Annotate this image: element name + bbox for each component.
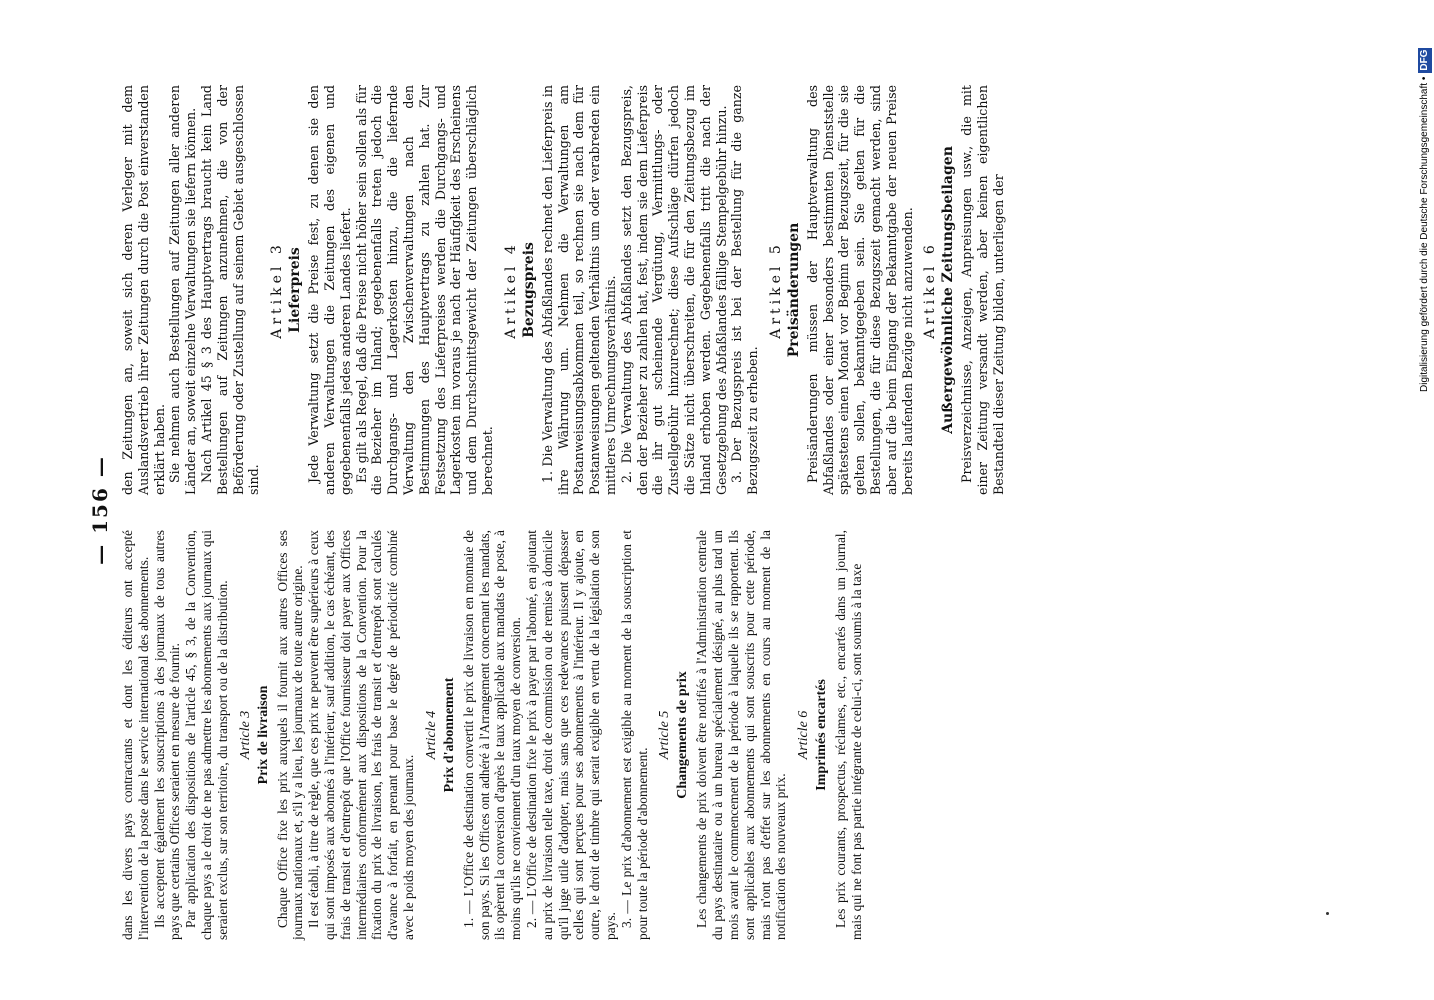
de-intro-para-2: Sie nehmen auch Bestellungen auf Zeitungen aller anderen Länder an, soweit einzelne Verwaltungen sie liefern können. xyxy=(167,85,199,495)
de-article-3-heading: Artikel 3 xyxy=(269,241,286,339)
fr-art6-para-1: Les prix courants, prospectus, réclames, etc., encartés dans un journal, mais qui ne font pas partie intégrante de celui-ci, sont soumis à la taxe xyxy=(833,530,864,940)
digitization-credit xyxy=(1418,0,1432,392)
fr-intro-para-3: Par application des dispositions de l'article 45, § 3, de la Convention, chaque pays a le droit de ne pas admettre les abonnements aux journaux qui seraient exclus, sur son territoire, du transport ou de la distribution. xyxy=(183,530,230,940)
fr-article-3-heading: Article 3 xyxy=(237,710,253,760)
de-article-3-title: Lieferpreis xyxy=(287,247,304,333)
digitization-credit-text: Digitalisierung gefördert durch die Deutsche Forschungsgemeinschaft • xyxy=(1419,76,1430,392)
fr-intro-para-2: Ils acceptent également les souscriptions à des journaux de tous autres pays que certains Offices seraient en mesure de fournir. xyxy=(151,530,183,940)
de-article-6-heading: Artikel 6 xyxy=(922,241,939,339)
de-article-6-title: Außergewöhnliche Zeitungsbeilagen xyxy=(940,146,957,434)
de-art6-para-1: Preisverzeichnisse, Anzeigen, Anpreisungen usw., die mit einer Zeitung versandt werden, aber keinen eigentlichen Bestandteil dieser Zeitung bilden, unterliegen der xyxy=(959,85,1007,495)
de-art4-para-3: 3. Der Bezugspreis ist bei der Bestellung für die ganze Bezugszeit zu erheben. xyxy=(729,85,761,495)
fr-article-4-title: Prix d'abonnement xyxy=(441,677,457,793)
fr-article-6-title: Imprimés encartés xyxy=(814,679,830,791)
de-article-5-title: Preisänderungen xyxy=(785,222,802,358)
page-number: — 156 — xyxy=(88,455,112,565)
fr-article-6-heading: Article 6 xyxy=(796,710,812,760)
fr-article-5-heading: Article 5 xyxy=(657,710,673,760)
fr-art4-para-3: 3. — Le prix d'abonnement est exigible au moment de la souscription et pour toute la période d'abonnement. xyxy=(618,530,650,940)
de-art4-para-2: 2. Die Verwaltung des Abfaßlandes setzt den Bezugspreis, den der Bezieher zu zahlen hat, fest, indem sie dem Lieferpreis die ihr gut scheinende Vergütung, Vermittlungs- oder Zustellgebühr hinzurechnet; diese Aufschläge dürfen jedoch die Sätze nicht überschreiten, die für den Zeitungsbezug im Inland erhoben werden. Gegebenenfalls tritt die nach der Gesetzgebung des Abfaßlandes fällige Stempelgebühr hinzu. xyxy=(618,85,729,495)
fr-art5-para-1: Les changements de prix doivent être notifiés à l'Administration centrale du pays destinataire ou à un bureau spécialement désigné, au plus tard un mois avant le commencement de la période à laquelle ils se rapportent. Ils sont applicables aux abonnements qui sont souscrits pour cette période, mais n'ont pas d'effet sur les abonnements en cours au moment de la notification des nouveaux prix. xyxy=(694,530,789,940)
de-art4-para-1: 1. Die Verwaltung des Abfaßlandes rechnet den Lieferpreis in ihre Währung um. Nehmen die Verwaltungen am Postanweisungsabkommen teil, so rechnen sie nach dem für Postanweisungen geltenden Verhältnis um oder verabreden ein mittleres Umrechnungsverhältnis. xyxy=(539,85,618,495)
rotated-page xyxy=(80,80,1300,940)
de-art5-para-1: Preisänderungen müssen der Hauptverwaltung des Abfaßlandes oder einer besonders bestimmten Dienststelle spätestens einen Monat vor Beginn der Bezugszeit, für die sie gelten sollen, bekanntgegeben sein. Sie gelten für die Bestellungen, die für diese Bezugszeit gemacht werden, sind aber auf die beim Eingang der Bekanntgabe der neuen Preise bereits laufenden Bezüge nicht anzuwenden. xyxy=(804,85,915,495)
fr-art4-para-1: 1. — L'Office de destination convertit le prix de livraison en monnaie de son pays. Si les Offices ont adhéré à l'Arrangement concernant les mandats, ils opèrent la conversion d'après le taux applicable aux mandats de poste, à moins qu'ils ne conviennent d'un taux moyen de conversion. xyxy=(460,530,524,940)
fr-art4-para-2: 2. — L'Office de destination fixe le prix à payer par l'abonné, en ajoutant au prix de livraison telle taxe, droit de commission ou de remise à domicile qu'il juge utile d'adopter, mais sans que ces redevances puissent dépasser celles qui sont perçues pour ses abonnements à l'intérieur. Il y ajoute, en outre, le droit de timbre qui serait exigible en vertu de la législation de son pays. xyxy=(523,530,618,940)
de-art3-para-1: Jede Verwaltung setzt die Preise fest, zu denen sie den anderen Verwaltungen die Zeitungen des eigenen und gegebenenfalls jedes anderen Landes liefert. xyxy=(306,85,353,495)
dfg-logo-icon: DFG xyxy=(1419,49,1430,71)
scan-speck xyxy=(1326,912,1329,915)
de-article-4-title: Bezugspreis xyxy=(520,242,537,338)
de-article-5-heading: Artikel 5 xyxy=(767,241,784,339)
german-column xyxy=(120,85,1007,495)
fr-article-3-title: Prix de livraison xyxy=(255,685,271,785)
de-article-4-heading: Artikel 4 xyxy=(502,241,519,339)
fr-intro-para-1: dans les divers pays contractants et dont les éditeurs ont accepté l'intervention de la poste dans le service international des abonnements. xyxy=(120,530,151,940)
de-intro-para-3: Nach Artikel 45 § 3 des Hauptvertrags braucht kein Land Bestellungen auf Zeitungen anzunehmen, die von der Beförderung oder Zustellung auf seinem Gebiet ausgeschlossen sind. xyxy=(198,85,262,495)
fr-article-4-heading: Article 4 xyxy=(423,710,439,760)
de-intro-para-1: den Zeitungen an, soweit sich deren Verleger mit dem Auslandsvertrieb ihrer Zeitungen durch die Post einverstanden erklärt haben. xyxy=(120,85,167,495)
de-art3-para-2: Es gilt als Regel, daß die Preise nicht höher sein sollen als für die Bezieher im Inland; gegebenenfalls treten jedoch die Durchgangs- und Lagerkosten hinzu, die die liefernde Verwaltung den Zwischenverwaltungen nach den Bestimmungen des Hauptvertrags zu zahlen hat. Zur Festsetzung des Lieferpreises werden die Durchgangs- und Lagerkosten im voraus je nach der Häufigkeit des Erscheinens und dem Durchschnittsgewicht der Zeitungen überschläglich berechnet. xyxy=(353,85,495,495)
fr-article-5-title: Changements de prix xyxy=(675,671,691,799)
french-column xyxy=(120,530,865,940)
fr-art3-para-1: Chaque Office fixe les prix auxquels il fournit aux autres Offices ses journaux nationaux et, s'il y a lieu, les journaux de toute autre origine. xyxy=(274,530,306,940)
fr-art3-para-2: Il est établi, à titre de règle, que ces prix ne peuvent être supérieurs à ceux qui sont imposés aux abonnés à l'intérieur, sauf addition, le cas échéant, des frais de transit et d'entrepôt que l'Office fournisseur doit payer aux Offices intermédiaires conformément aux dispositions de la Convention. Pour la fixation du prix de livraison, les frais de transit et d'entrepôt sont calculés d'avance à forfait, en prenant pour base le degré de périodicité combiné avec le poids moyen des journaux. xyxy=(306,530,416,940)
